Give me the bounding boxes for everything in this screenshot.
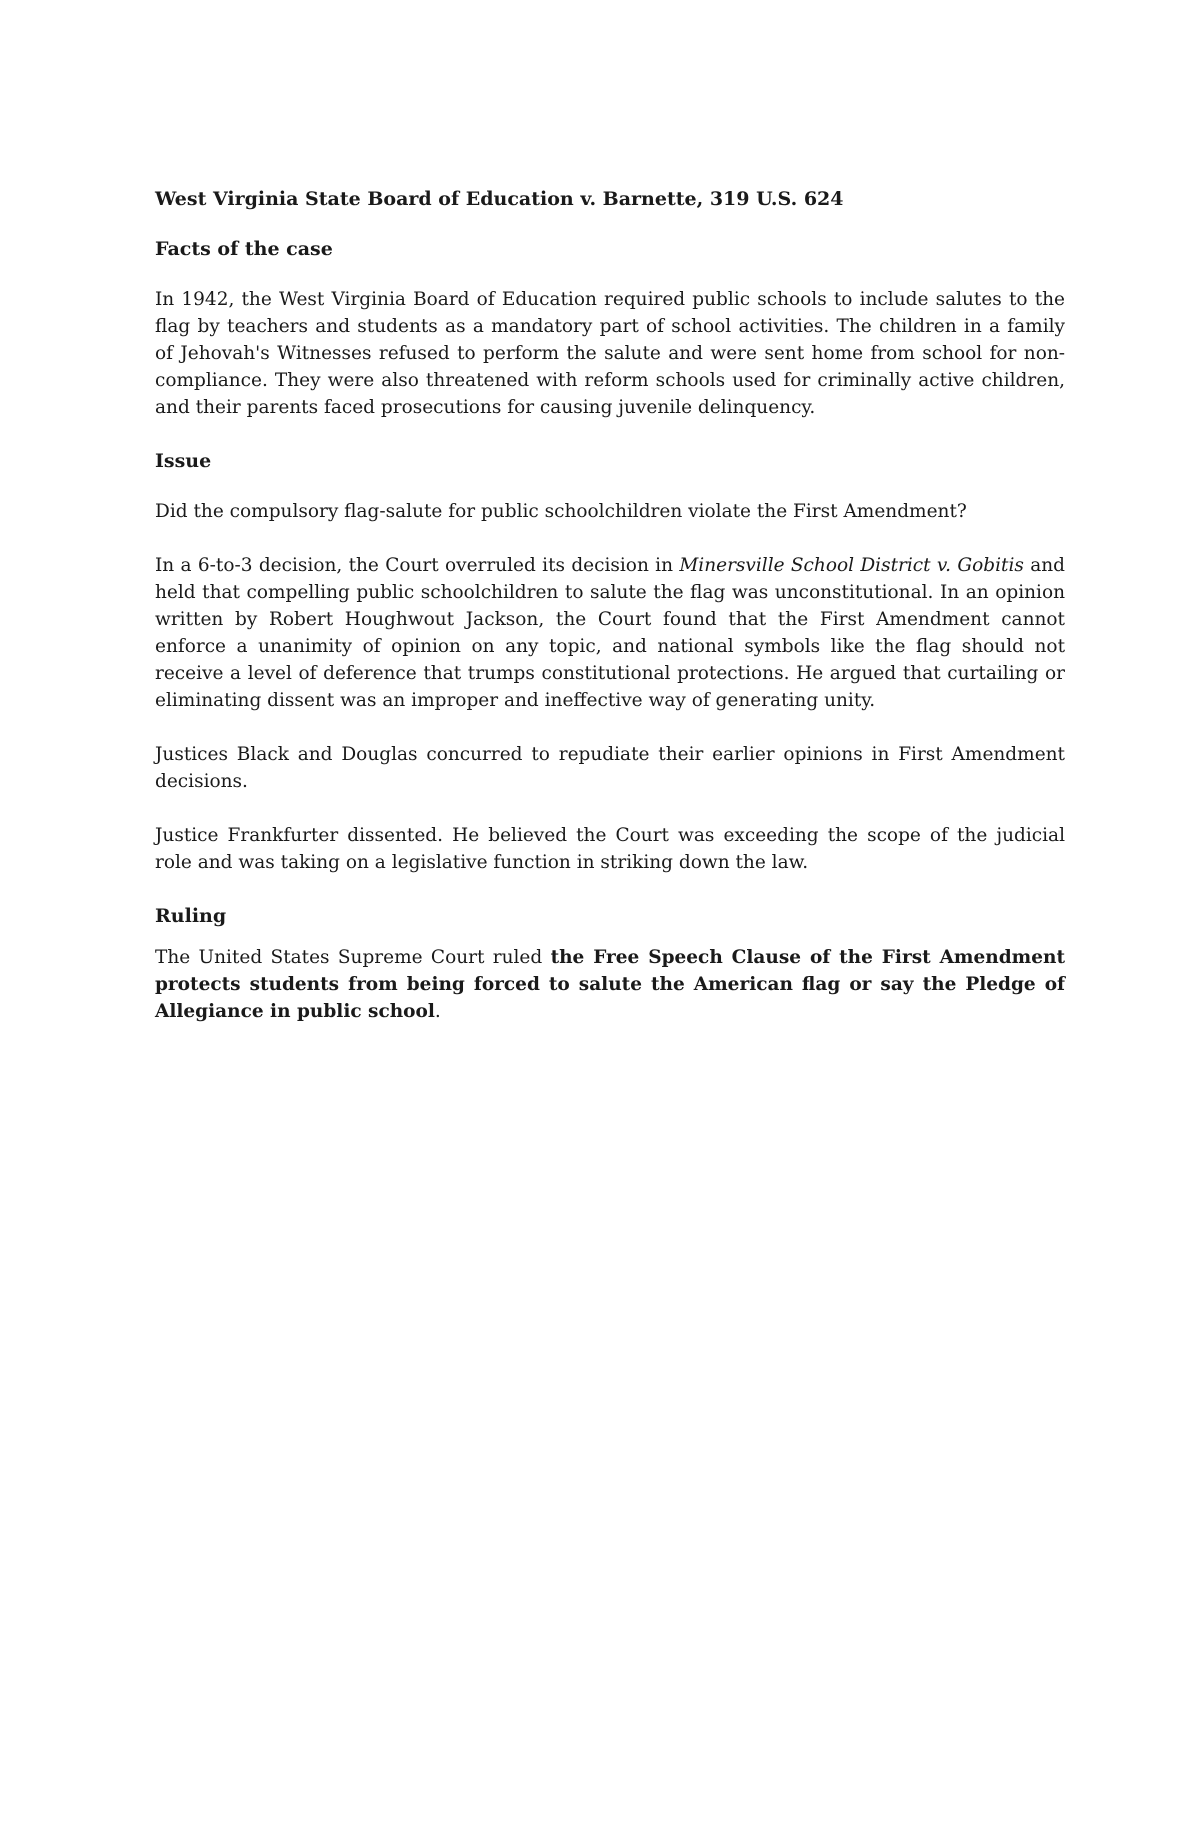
decision-paragraph (155, 552, 1065, 714)
decision-text-after: and held that compelling public schoolchildren to salute the flag was unconstitutional. In an opinion written by Robert Houghwout Jackson, the Court found that the First Amendment cannot enforce a unanimity of opinion on any topic, and national symbols like the flag should not receive a level of deference that trumps constitutional protections. He argued that curtailing or eliminating dissent was an improper and ineffective way of generating unity. (155, 555, 1065, 711)
facts-heading: Facts of the case (155, 238, 333, 260)
ruling-heading: Ruling (155, 905, 227, 927)
decision-text-before: In a 6-to-3 decision, the Court overruled its decision in (155, 555, 680, 576)
ruling-lead: The United States Supreme Court ruled (155, 947, 551, 968)
overruled-case-name: Minersville School District v. Gobitis (679, 555, 1024, 576)
issue-question: Did the compulsory flag-salute for public schoolchildren violate the First Amendment? (155, 501, 967, 522)
issue-heading: Issue (155, 450, 212, 472)
ruling-end: . (434, 1001, 441, 1022)
document-body (155, 186, 1065, 1052)
ruling-paragraph (155, 944, 1065, 1025)
concurrence-paragraph: Justices Black and Douglas concurred to repudiate their earlier opinions in First Amendment decisions. (155, 744, 1065, 792)
dissent-paragraph: Justice Frankfurter dissented. He believed the Court was exceeding the scope of the judicial role and was taking on a legislative function in striking down the law. (155, 825, 1065, 873)
ruling-holding: the Free Speech Clause of the First Amendment protects students from being forced to salute the American flag or say the Pledge of Allegiance in public school (155, 947, 1065, 1022)
facts-paragraph: In 1942, the West Virginia Board of Education required public schools to include salutes to the flag by teachers and students as a mandatory part of school activities. The children in a family of Jehovah's Witnesses refused to perform the salute and were sent home from school for non-compliance. They were also threatened with reform schools used for criminally active children, and their parents faced prosecutions for causing juvenile delinquency. (155, 289, 1065, 418)
document-title: West Virginia State Board of Education v. Barnette, 319 U.S. 624 (155, 188, 844, 210)
